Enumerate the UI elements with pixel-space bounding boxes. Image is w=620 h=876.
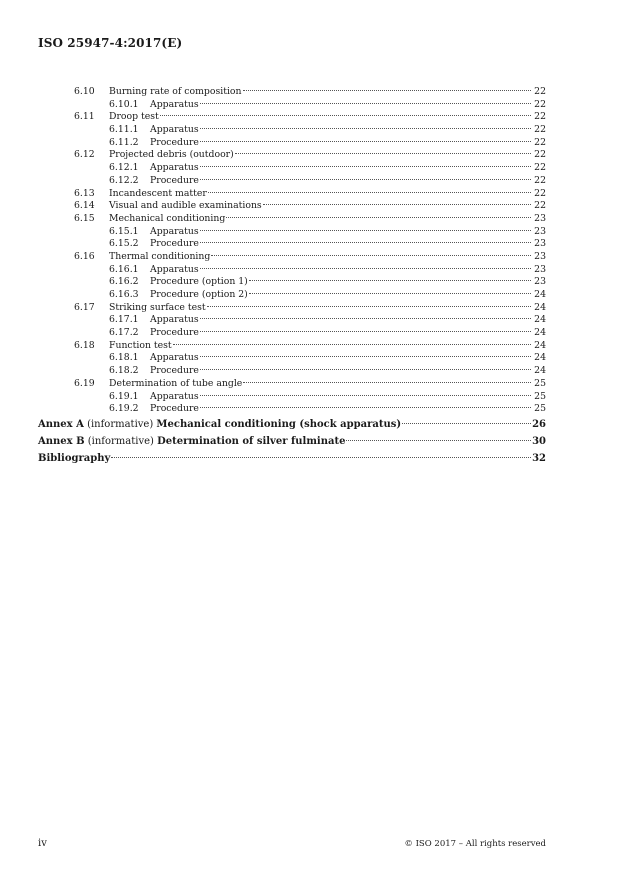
toc-entry-page: 24: [534, 339, 546, 351]
toc-entry-leader: [150, 327, 532, 340]
toc-entry[interactable]: [38, 149, 546, 162]
toc-entry-title: Determination of tube angle: [109, 377, 243, 389]
dot-leader: [200, 128, 531, 129]
dot-leader: [200, 318, 531, 319]
toc-entry-leader: [150, 314, 532, 327]
toc-entry-page: 23: [534, 250, 546, 262]
toc-entry-number: 6.18: [74, 339, 95, 351]
toc-entry-title: Apparatus: [150, 352, 199, 364]
toc-entry-title: Apparatus: [150, 162, 199, 174]
toc-entry[interactable]: [38, 251, 546, 264]
toc-entry[interactable]: [38, 86, 546, 99]
toc-entry-leader: [150, 264, 532, 277]
toc-entry-title: Projected debris (outdoor): [109, 149, 234, 161]
toc-entry[interactable]: [38, 276, 546, 289]
dot-leader: [200, 331, 531, 332]
toc-entry-leader: [150, 175, 532, 188]
dot-leader: [402, 423, 531, 424]
annex-label: Bibliography: [38, 452, 111, 464]
dot-leader: [235, 153, 531, 154]
page-number: iv: [38, 838, 47, 849]
toc-entry[interactable]: [38, 289, 546, 302]
annex-type: (informative): [87, 435, 154, 447]
toc-entry-title: Thermal conditioning: [109, 250, 211, 262]
toc-entry-number: 6.17: [74, 301, 95, 313]
toc-entry[interactable]: [38, 200, 546, 213]
toc-entry-leader: [109, 149, 532, 162]
toc-entry-leader: [150, 289, 532, 302]
toc-entry-number: 6.11: [74, 111, 95, 123]
dot-leader: [200, 369, 531, 370]
toc-entry[interactable]: [38, 238, 546, 251]
toc-entry-title: Apparatus: [150, 263, 199, 275]
toc-entry[interactable]: [38, 137, 546, 150]
toc-entry-number: 6.16.2: [109, 276, 139, 288]
toc-entry-title: Incandescent matter: [109, 187, 207, 199]
toc-entry-number: 6.14: [74, 200, 95, 212]
toc-entry-number: 6.16: [74, 250, 95, 262]
toc-entry-leader: [109, 86, 532, 99]
toc-entry-title: Procedure: [150, 174, 199, 186]
toc-entry-page: 22: [534, 174, 546, 186]
toc-entry-page: 22: [534, 124, 546, 136]
dot-leader: [200, 179, 531, 180]
annex-entry[interactable]: [38, 434, 546, 450]
toc-entry-number: 6.17.2: [109, 327, 139, 339]
toc-entry[interactable]: [38, 99, 546, 112]
toc-entry-number: 6.17.1: [109, 314, 139, 326]
annex-entry[interactable]: [38, 451, 546, 467]
toc-entry-page: 22: [534, 149, 546, 161]
toc-entry-number: 6.19.2: [109, 403, 139, 415]
toc-entry-page: 23: [534, 212, 546, 224]
toc-entry-number: 6.10.1: [109, 98, 139, 110]
toc-entry[interactable]: [38, 314, 546, 327]
toc-entry-title: Procedure (option 2): [150, 289, 248, 300]
dot-leader: [173, 344, 531, 345]
toc-entry-page: 25: [534, 390, 546, 402]
toc-entry[interactable]: [38, 175, 546, 188]
dot-leader: [200, 103, 531, 104]
toc-entry-number: 6.15.2: [109, 238, 139, 250]
toc-entry-number: 6.15: [74, 212, 95, 224]
dot-leader: [200, 268, 531, 269]
toc-entry-number: 6.18.1: [109, 352, 139, 364]
toc-entry-leader: [150, 352, 532, 365]
annex-label: Annex B: [38, 435, 85, 447]
toc-entry-leader: [150, 238, 532, 251]
toc-entry-title: Apparatus: [150, 390, 199, 402]
annex-type: (informative): [87, 418, 154, 430]
toc-entry-title: Apparatus: [150, 124, 199, 136]
toc-entry-number: 6.12.2: [109, 174, 139, 186]
annex-page: 30: [532, 435, 546, 447]
toc-entry-page: 24: [534, 301, 546, 313]
toc-entry-number: 6.11.2: [109, 136, 139, 148]
annex-label: Annex A: [38, 418, 84, 430]
document-id: ISO 25947-4:2017(E): [38, 36, 183, 50]
toc-entry-leader: [109, 200, 532, 213]
toc-entry-page: 23: [534, 276, 546, 288]
toc-entry-number: 6.13: [74, 187, 95, 199]
dot-leader: [160, 115, 531, 116]
toc-entry-leader: [150, 162, 532, 175]
toc-entry-number: 6.12: [74, 149, 95, 161]
dot-leader: [208, 192, 531, 193]
toc-entry-number: 6.19.1: [109, 390, 139, 402]
toc-entry-page: 22: [534, 136, 546, 148]
toc-entry-leader: [150, 226, 532, 239]
dot-leader: [200, 407, 531, 408]
dot-leader: [200, 141, 531, 142]
toc-entry-title: Striking surface test: [109, 301, 206, 313]
toc-entry-title: Visual and audible examinations: [109, 200, 262, 212]
toc-entry[interactable]: [38, 327, 546, 340]
annex-entry[interactable]: [38, 417, 546, 433]
dot-leader: [346, 440, 531, 441]
dot-leader: [200, 356, 531, 357]
dot-leader: [200, 242, 531, 243]
dot-leader: [226, 217, 531, 218]
toc-entry-page: 22: [534, 98, 546, 110]
toc-entry[interactable]: [38, 352, 546, 365]
toc-entry-title: Apparatus: [150, 314, 199, 326]
dot-leader: [207, 306, 531, 307]
toc-entry-title: Function test: [109, 339, 172, 351]
toc-entry[interactable]: [38, 124, 546, 137]
toc-entry-page: 24: [534, 365, 546, 377]
toc-entry[interactable]: [38, 188, 546, 201]
toc-entry-number: 6.10: [74, 86, 95, 97]
annex-entry-leader: [38, 417, 532, 433]
toc-entry-page: 24: [534, 314, 546, 326]
dot-leader: [263, 204, 531, 205]
dot-leader: [211, 255, 531, 256]
toc-entry-leader: [109, 378, 532, 391]
toc-entry-number: 6.19: [74, 377, 95, 389]
toc-entry-title: Mechanical conditioning: [109, 212, 226, 224]
toc-entry[interactable]: [38, 213, 546, 226]
toc-entry-page: 22: [534, 162, 546, 174]
dot-leader: [249, 280, 531, 281]
toc-entry-leader: [109, 302, 532, 315]
toc-entry-title: Apparatus: [150, 225, 199, 237]
dot-leader: [243, 90, 532, 91]
toc-entry-title: Procedure (option 1): [150, 276, 248, 288]
toc-entry-number: 6.16.1: [109, 263, 139, 275]
annex-page: 32: [532, 452, 546, 464]
table-of-contents: [38, 86, 546, 467]
toc-entry-page: 22: [534, 200, 546, 212]
toc-entry-number: 6.16.3: [109, 289, 139, 300]
annex-page: 26: [532, 418, 546, 430]
toc-entry-leader: [109, 188, 532, 201]
toc-entry-page: 22: [534, 111, 546, 123]
toc-entry[interactable]: [38, 226, 546, 239]
toc-entry-leader: [150, 276, 532, 289]
toc-entry-leader: [150, 391, 532, 404]
toc-entry-number: 6.15.1: [109, 225, 139, 237]
dot-leader: [200, 395, 531, 396]
toc-entry-leader: [109, 251, 532, 264]
annex-entry-leader: [38, 451, 532, 467]
toc-entry-title: Procedure: [150, 365, 199, 377]
toc-entry[interactable]: [38, 264, 546, 277]
toc-entry[interactable]: [38, 162, 546, 175]
toc-entry-title: Burning rate of composition: [109, 86, 242, 97]
toc-entry-number: 6.12.1: [109, 162, 139, 174]
toc-entry-page: 22: [534, 86, 546, 97]
toc-entry[interactable]: [38, 340, 546, 353]
toc-entry-page: 23: [534, 238, 546, 250]
toc-entry-leader: [150, 403, 532, 416]
toc-entry-number: 6.18.2: [109, 365, 139, 377]
toc-entry-leader: [150, 365, 532, 378]
toc-entry[interactable]: [38, 403, 546, 416]
dot-leader: [200, 230, 531, 231]
toc-entry-page: 24: [534, 327, 546, 339]
toc-entry-leader: [150, 137, 532, 150]
toc-entry-title: Procedure: [150, 136, 199, 148]
toc-entry-page: 25: [534, 403, 546, 415]
annex-title: Mechanical conditioning (shock apparatus): [156, 418, 402, 430]
toc-entry-leader: [150, 124, 532, 137]
dot-leader: [249, 293, 531, 294]
toc-entry-title: Procedure: [150, 403, 199, 415]
toc-entry-leader: [150, 99, 532, 112]
toc-entry-leader: [109, 111, 532, 124]
toc-entry-page: 23: [534, 225, 546, 237]
toc-entry-page: 23: [534, 263, 546, 275]
dot-leader: [243, 382, 531, 383]
toc-entry-title: Apparatus: [150, 98, 199, 110]
copyright-notice: © ISO 2017 – All rights reserved: [404, 839, 546, 849]
toc-entry-page: 24: [534, 289, 546, 300]
toc-entry-page: 24: [534, 352, 546, 364]
toc-entry-leader: [109, 213, 532, 226]
annex-entry-leader: [38, 434, 532, 450]
dot-leader: [200, 166, 531, 167]
toc-entry[interactable]: [38, 111, 546, 124]
dot-leader: [111, 457, 531, 458]
toc-entry-page: 25: [534, 377, 546, 389]
toc-entry-title: Procedure: [150, 327, 199, 339]
toc-entry[interactable]: [38, 378, 546, 391]
toc-entry[interactable]: [38, 365, 546, 378]
toc-entry[interactable]: [38, 302, 546, 315]
annex-title: Determination of silver fulminate: [157, 435, 346, 447]
toc-entry[interactable]: [38, 391, 546, 404]
toc-entry-title: Procedure: [150, 238, 199, 250]
toc-entry-page: 22: [534, 187, 546, 199]
toc-entry-title: Droop test: [109, 111, 159, 123]
toc-entry-leader: [109, 340, 532, 353]
toc-entry-number: 6.11.1: [109, 124, 139, 136]
